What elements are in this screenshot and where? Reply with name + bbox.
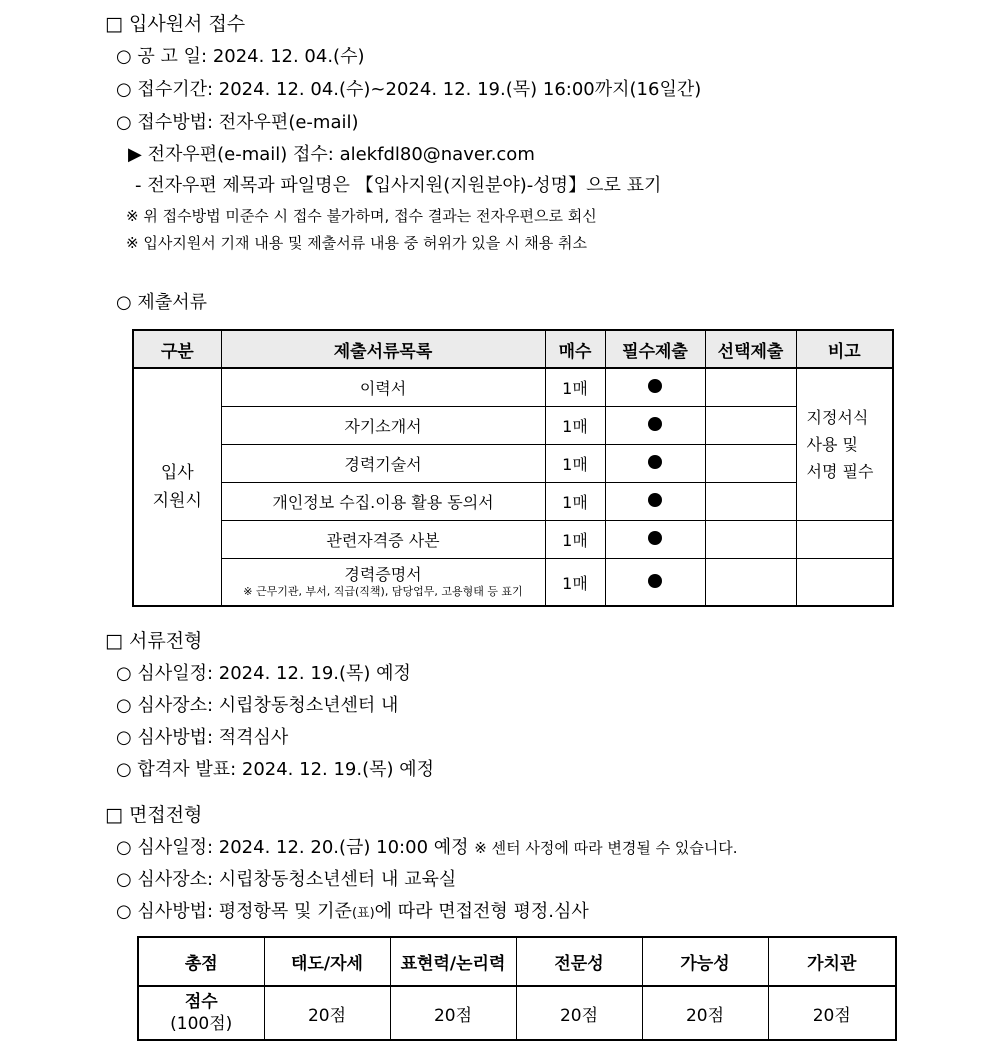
- header-category: 구분: [133, 330, 221, 368]
- required-mark: [605, 407, 705, 445]
- score-value: 20점: [516, 986, 642, 1040]
- header-expertise: 전문성: [516, 937, 642, 986]
- score-table: [137, 936, 897, 1041]
- required-dot-icon: [648, 493, 662, 507]
- required-dot-icon: [648, 531, 662, 545]
- doc-name: 개인정보 수집.이용 활용 동의서: [221, 483, 545, 521]
- screening-date: ○ 심사일정: 2024. 12. 19.(목) 예정: [116, 663, 411, 684]
- email-subject-rule: - 전자우편 제목과 파일명은 【입사지원(지원분야)-성명】으로 표기: [135, 175, 662, 196]
- header-attitude: 태도/자세: [264, 937, 390, 986]
- table-row: [133, 368, 893, 407]
- remark-empty: [796, 521, 893, 559]
- required-mark: [605, 521, 705, 559]
- email-submission: ▶ 전자우편(e-mail) 접수: alekfdl80@naver.com: [128, 144, 535, 165]
- table-row: [133, 483, 893, 521]
- screening-place: ○ 심사장소: 시립창동청소년센터 내: [116, 695, 399, 716]
- group-line2: 지원시: [152, 491, 202, 511]
- header-document-list: 제출서류목록: [221, 330, 545, 368]
- section-title-application: □ 입사원서 접수: [105, 13, 246, 35]
- doc-name: 관련자격증 사본: [221, 521, 545, 559]
- required-mark: [605, 368, 705, 407]
- total-cell: [138, 986, 264, 1040]
- doc-name: 경력기술서: [221, 445, 545, 483]
- score-header-row: [138, 937, 896, 986]
- doc-count: 1매: [545, 407, 605, 445]
- remark-line1: 지정서식: [806, 408, 869, 427]
- table-row: [133, 521, 893, 559]
- section-title-interview: □ 면접전형: [105, 804, 203, 826]
- doc-note: ※ 근무기관, 부서, 직급(직책), 담당업무, 고용형태 등 표기: [243, 585, 523, 598]
- doc-count: 1매: [545, 368, 605, 407]
- screening-method: ○ 심사방법: 적격심사: [116, 727, 289, 748]
- header-expression: 표현력/논리력: [390, 937, 516, 986]
- required-mark: [605, 483, 705, 521]
- interview-date: ○ 심사일정: 2024. 12. 20.(금) 10:00 예정: [116, 837, 469, 858]
- header-potential: 가능성: [642, 937, 768, 986]
- announce-date: ○ 공 고 일: 2024. 12. 04.(수): [116, 46, 365, 67]
- header-total: 총점: [138, 937, 264, 986]
- application-method: ○ 접수방법: 전자우편(e-mail): [116, 112, 359, 133]
- application-period: ○ 접수기간: 2024. 12. 04.(수)~2024. 12. 19.(목) 16:00까지(16일간): [116, 79, 702, 100]
- group-line1: 입사: [160, 463, 194, 483]
- required-dot-icon: [648, 574, 662, 588]
- header-required: 필수제출: [605, 330, 705, 368]
- header-values: 가치관: [768, 937, 896, 986]
- doc-name: 경력증명서: [344, 565, 422, 584]
- remark-line2: 사용 및: [806, 435, 858, 454]
- doc-count: 1매: [545, 559, 605, 607]
- required-mark: [605, 559, 705, 607]
- score-row: [138, 986, 896, 1040]
- optional-cell: [705, 521, 796, 559]
- interview-method-line: [116, 900, 589, 926]
- optional-cell: [705, 483, 796, 521]
- optional-cell: [705, 559, 796, 607]
- table-row: [133, 559, 893, 607]
- doc-name: 이력서: [221, 368, 545, 407]
- score-value: 20점: [642, 986, 768, 1040]
- interview-date-line: [116, 836, 738, 860]
- doc-name-with-note: [221, 559, 545, 607]
- section-title-document-screening: □ 서류전형: [105, 630, 203, 652]
- documents-header-row: [133, 330, 893, 368]
- total-points: (100점): [170, 1014, 233, 1034]
- score-value: 20점: [390, 986, 516, 1040]
- optional-cell: [705, 368, 796, 407]
- interview-method-small: (표): [351, 906, 375, 921]
- interview-method-b: 에 따라 면접전형 평정.심사: [374, 901, 589, 922]
- documents-title: ○ 제출서류: [116, 292, 207, 313]
- note-method: ※ 위 접수방법 미준수 시 접수 불가하며, 접수 결과는 전자우편으로 회신: [126, 207, 597, 225]
- remark-empty: [796, 559, 893, 607]
- interview-date-note: ※ 센터 사정에 따라 변경될 수 있습니다.: [474, 839, 738, 857]
- required-dot-icon: [648, 455, 662, 469]
- group-cell: [133, 368, 221, 606]
- doc-count: 1매: [545, 483, 605, 521]
- total-label: 점수: [184, 992, 218, 1012]
- screening-result: ○ 합격자 발표: 2024. 12. 19.(목) 예정: [116, 759, 435, 780]
- documents-table: [132, 329, 894, 607]
- score-value: 20점: [768, 986, 896, 1040]
- doc-count: 1매: [545, 445, 605, 483]
- required-mark: [605, 445, 705, 483]
- interview-place: ○ 심사장소: 시립창동청소년센터 내 교육실: [116, 869, 457, 890]
- score-value: 20점: [264, 986, 390, 1040]
- note-false-info: ※ 입사지원서 기재 내용 및 제출서류 내용 중 허위가 있을 시 채용 취소: [126, 234, 588, 252]
- doc-count: 1매: [545, 521, 605, 559]
- table-row: [133, 407, 893, 445]
- remark-cell: [796, 368, 893, 521]
- header-count: 매수: [545, 330, 605, 368]
- doc-name: 자기소개서: [221, 407, 545, 445]
- interview-method-a: ○ 심사방법: 평정항목 및 기준: [116, 901, 352, 922]
- required-dot-icon: [648, 379, 662, 393]
- optional-cell: [705, 407, 796, 445]
- header-remark: 비고: [796, 330, 893, 368]
- optional-cell: [705, 445, 796, 483]
- remark-line3: 서명 필수: [806, 462, 874, 481]
- header-optional: 선택제출: [705, 330, 796, 368]
- table-row: [133, 445, 893, 483]
- required-dot-icon: [648, 417, 662, 431]
